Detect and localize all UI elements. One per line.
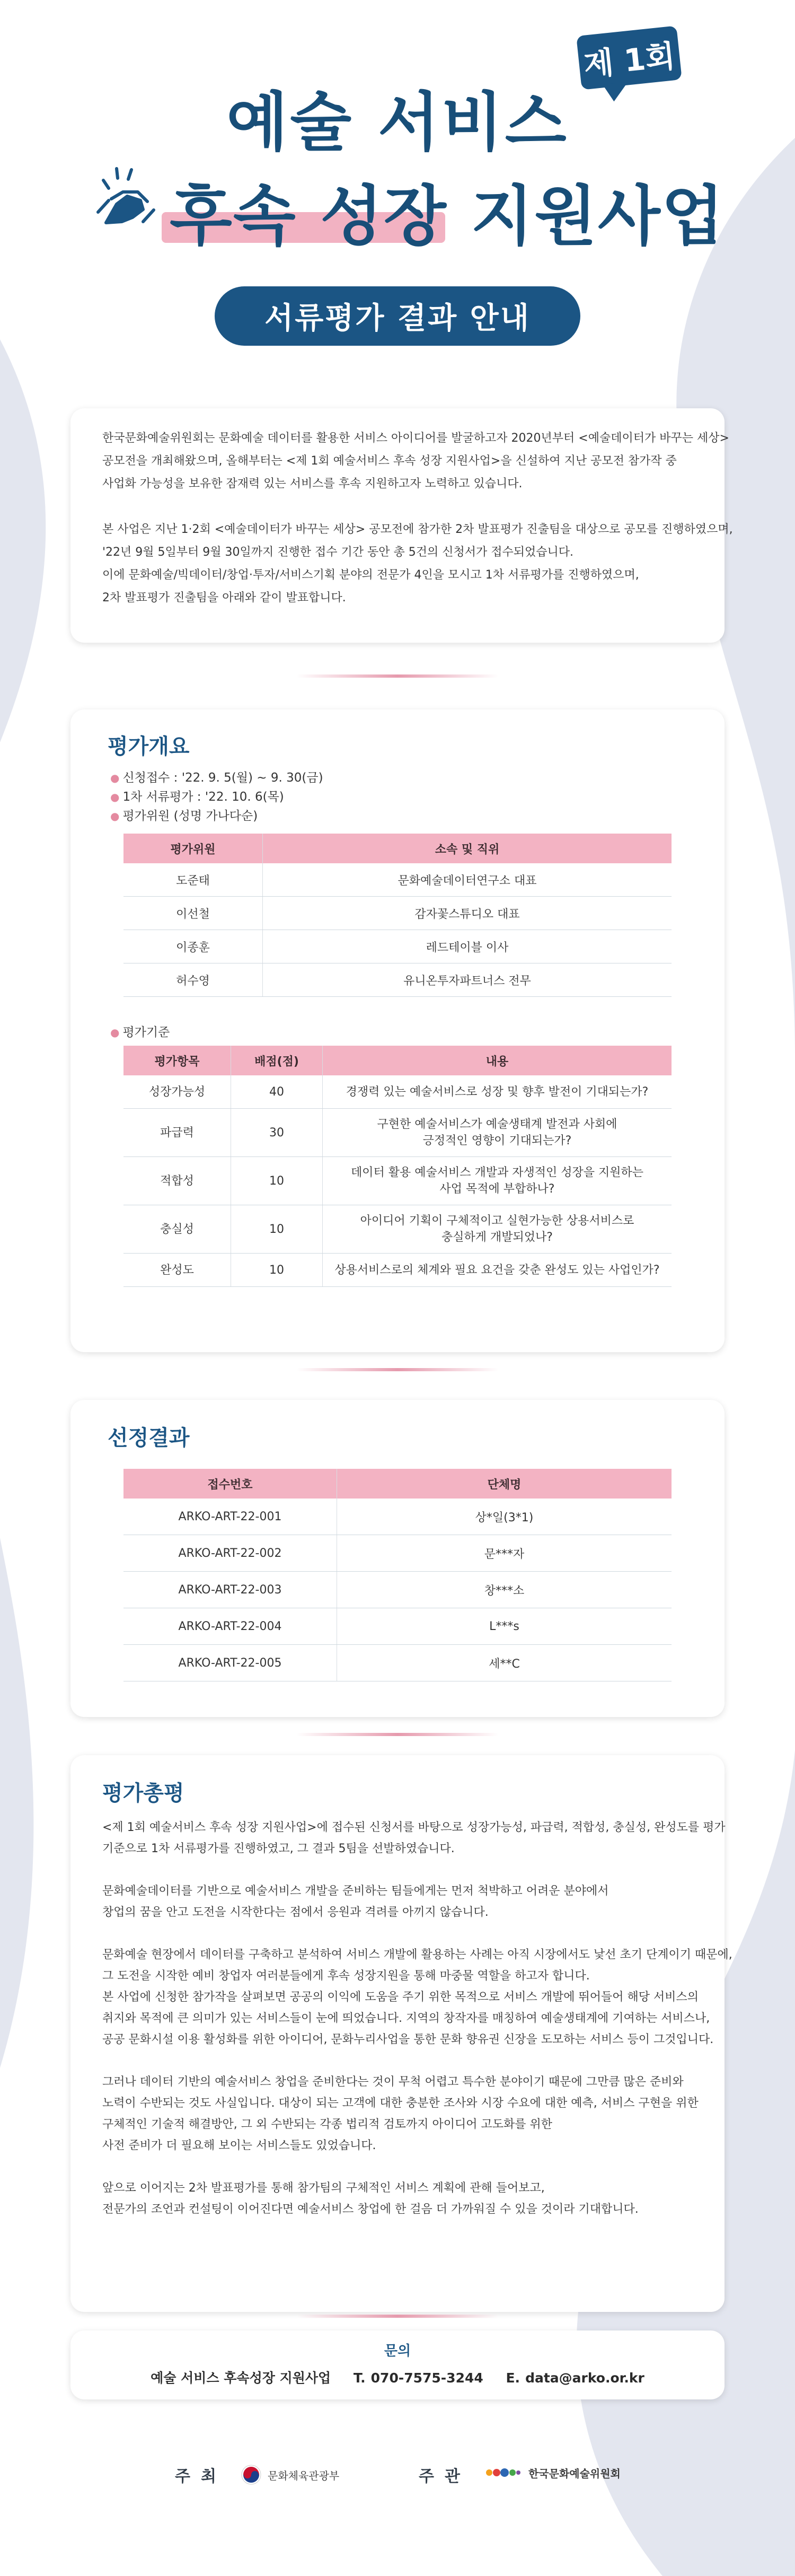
results-table: [123, 1469, 672, 1681]
page-title-line2: 후속 성장 지원사업: [170, 179, 725, 254]
table-row: ARKO-ART-22-004 L***s: [123, 1608, 672, 1645]
overview-bullet: ● 신청접수 : '22. 9. 5(월) ~ 9. 30(금): [110, 771, 323, 785]
table-row: ARKO-ART-22-001 상*일(3*1): [123, 1499, 672, 1535]
review-title: 평가총평: [102, 1781, 184, 1806]
table-row: 성장가능성 40 경쟁력 있는 예술서비스로 성장 및 향후 발전이 기대되는가?: [123, 1075, 672, 1109]
committee-table: [123, 834, 672, 997]
table-row: 파급력 30 구현한 예술서비스가 예술생태계 발전과 사회에 긍정적인 영향이 기대되는가?: [123, 1109, 672, 1157]
section-divider: [297, 1368, 498, 1371]
intro-card: [70, 408, 733, 643]
criteria-table: [123, 1046, 672, 1287]
intro-line: 한국문화예술위원회는 문화예술 데이터를 활용한 서비스 아이디어를 발굴하고자 2020년부터 <예술데이터가 바꾸는 세상>: [102, 432, 729, 445]
review-line: 문화예술데이터를 기반으로 예술서비스 개발을 준비하는 팀들에게는 먼저 척박하고 어려운 분야에서: [102, 1885, 609, 1898]
table-row: 이선철 감자꽃스튜디오 대표: [123, 897, 672, 930]
contact-title: 문의: [384, 2343, 411, 2359]
email-label: E.: [506, 2370, 520, 2386]
intro-line: 사업화 가능성을 보유한 잠재력 있는 서비스를 후속 지원하고자 노력하고 있습니다.: [102, 477, 523, 490]
criteria-header: 내용: [323, 1046, 672, 1075]
intro-line: '22년 9월 5일부터 9월 30일까지 진행한 접수 기간 동안 총 5건의 신청서가 접수되었습니다.: [102, 546, 574, 559]
page-title-line1: 예술 서비스: [226, 86, 569, 160]
contact-line: [70, 2368, 725, 2387]
criteria-bullet: ● 평가기준: [110, 1026, 170, 1039]
review-line: <제 1회 예술서비스 후속 성장 지원사업>에 접수된 신청서를 바탕으로 성장가능성, 파급력, 적합성, 충실성, 완성도를 평가: [102, 1821, 726, 1834]
review-line: 앞으로 이어지는 2차 발표평가를 통해 참가팀의 구체적인 서비스 계획에 관해 들어보고,: [102, 2181, 545, 2195]
committee-header: 소속 및 직위: [263, 834, 672, 863]
intro-line: 공모전을 개최해왔으며, 올해부터는 <제 1회 예술서비스 후속 성장 지원사업>을 신설하여 지난 공모전 참가작 중: [102, 454, 677, 468]
review-line: 전문가의 조언과 컨설팅이 이어진다면 예술서비스 창업에 한 걸음 더 가까워질 수 있을 것이라 기대합니다.: [102, 2203, 639, 2216]
organizer-org: 한국문화예술위원회: [485, 2465, 621, 2481]
contact-tel[interactable]: 070-7575-3244: [370, 2370, 483, 2386]
intro-line: 2차 발표평가 진출팀을 아래와 같이 발표합니다.: [102, 591, 346, 604]
review-line: 공공 문화시설 이용 활성화를 위한 아이디어, 문화누리사업을 통한 문화 향유권 신장을 도모하는 서비스 등이 그것입니다.: [102, 2033, 714, 2046]
overview-card: [70, 709, 725, 1352]
intro-line: 본 사업은 지난 1·2회 <예술데이터가 바꾸는 세상> 공모전에 참가한 2차 발표평가 진출팀을 대상으로 공모를 진행하였으며,: [102, 523, 733, 536]
criteria-header: 평가항목: [123, 1046, 231, 1075]
review-line: 문화예술 현장에서 데이터를 구축하고 분석하여 서비스 개발에 활용하는 사례는 아직 시장에서도 낯선 초기 단계이기 때문에,: [102, 1948, 732, 1961]
handshake-icon: [90, 159, 159, 233]
host-org: 문화체육관광부: [241, 2465, 339, 2485]
overview-bullet: ● 1차 서류평가 : '22. 10. 6(목): [110, 790, 284, 804]
review-line: 노력이 수반되는 것도 사실입니다. 대상이 되는 고객에 대한 충분한 조사와 시장 수요에 대한 예측, 서비스 구현을 위한: [102, 2097, 699, 2110]
table-row: 도준태 문화예술데이터연구소 대표: [123, 863, 672, 897]
review-line: 그 도전을 시작한 예비 창업자 여러분들에게 후속 성장지원을 통해 마중물 역할을 하고자 합니다.: [102, 1969, 590, 1983]
organizer-label: 주관: [419, 2467, 471, 2486]
contact-email[interactable]: data@arko.or.kr: [525, 2370, 644, 2386]
section-divider: [297, 674, 498, 678]
table-row: ARKO-ART-22-003 창***소: [123, 1572, 672, 1608]
section-divider: [297, 1733, 498, 1736]
tel-label: T.: [353, 2370, 366, 2386]
notice-pill: 서류평가 결과 안내: [215, 286, 580, 346]
table-row: 완성도 10 상용서비스로의 체계와 필요 요건을 갖춘 완성도 있는 사업인가?: [123, 1254, 672, 1287]
committee-header: 평가위원: [123, 834, 263, 863]
table-row: ARKO-ART-22-002 문***자: [123, 1535, 672, 1572]
table-row: ARKO-ART-22-005 세**C: [123, 1645, 672, 1681]
review-line: 사전 준비가 더 필요해 보이는 서비스들도 있었습니다.: [102, 2139, 376, 2152]
contact-program: 예술 서비스 후속성장 지원사업: [151, 2370, 331, 2386]
review-line: 본 사업에 신청한 참가작을 살펴보면 공공의 이익에 도움을 주기 위한 목적으로 서비스 개발에 뛰어들어 해당 서비스의: [102, 1991, 699, 2004]
results-header: 접수번호: [123, 1469, 337, 1499]
table-row: 이종훈 레드테이블 이사: [123, 930, 672, 963]
contact-card: [70, 2330, 725, 2399]
review-line: 기준으로 1차 서류평가를 진행하였고, 그 결과 5팀을 선발하였습니다.: [102, 1842, 455, 1855]
overview-bullet: ● 평가위원 (성명 가나다순): [110, 809, 258, 823]
results-title: 선정결과: [108, 1426, 190, 1450]
results-card: [70, 1400, 725, 1717]
intro-line: 이에 문화예술/빅데이터/창업·투자/서비스기획 분야의 전문가 4인을 모시고 1차 서류평가를 진행하였으며,: [102, 568, 639, 582]
table-row: 적합성 10 데이터 활용 예술서비스 개발과 자생적인 성장을 지원하는 사업 목적에 부합하나?: [123, 1157, 672, 1205]
round-badge: 제 1회: [576, 25, 682, 90]
criteria-header: 배점(점): [231, 1046, 323, 1075]
table-row: 충실성 10 아이디어 기획이 구체적이고 실현가능한 상용서비스로 충실하게 개발되었나?: [123, 1205, 672, 1254]
host-label: 주최: [175, 2467, 227, 2486]
review-line: 창업의 꿈을 안고 도전을 시작한다는 점에서 응원과 격려를 아끼지 않습니다.: [102, 1906, 489, 1919]
table-row: 허수영 유니온투자파트너스 전무: [123, 963, 672, 997]
overview-title: 평가개요: [108, 734, 190, 759]
review-card: [70, 1755, 732, 2312]
section-divider: [297, 2315, 498, 2318]
ministry-logo-icon: [241, 2465, 261, 2485]
arko-logo-icon: [485, 2465, 522, 2481]
results-header: 단체명: [337, 1469, 672, 1499]
review-line: 취지와 목적에 큰 의미가 있는 서비스들이 눈에 띄었습니다. 지역의 창작자를 매칭하여 예술생태계에 기여하는 서비스나,: [102, 2012, 710, 2025]
review-line: 그러나 데이터 기반의 예술서비스 창업을 준비한다는 것이 무척 어렵고 특수한 분야이기 때문에 그만큼 많은 준비와: [102, 2075, 684, 2089]
review-line: 구체적인 기술적 해결방안, 그 외 수반되는 각종 법리적 검토까지 아이디어 고도화를 위한: [102, 2118, 552, 2131]
